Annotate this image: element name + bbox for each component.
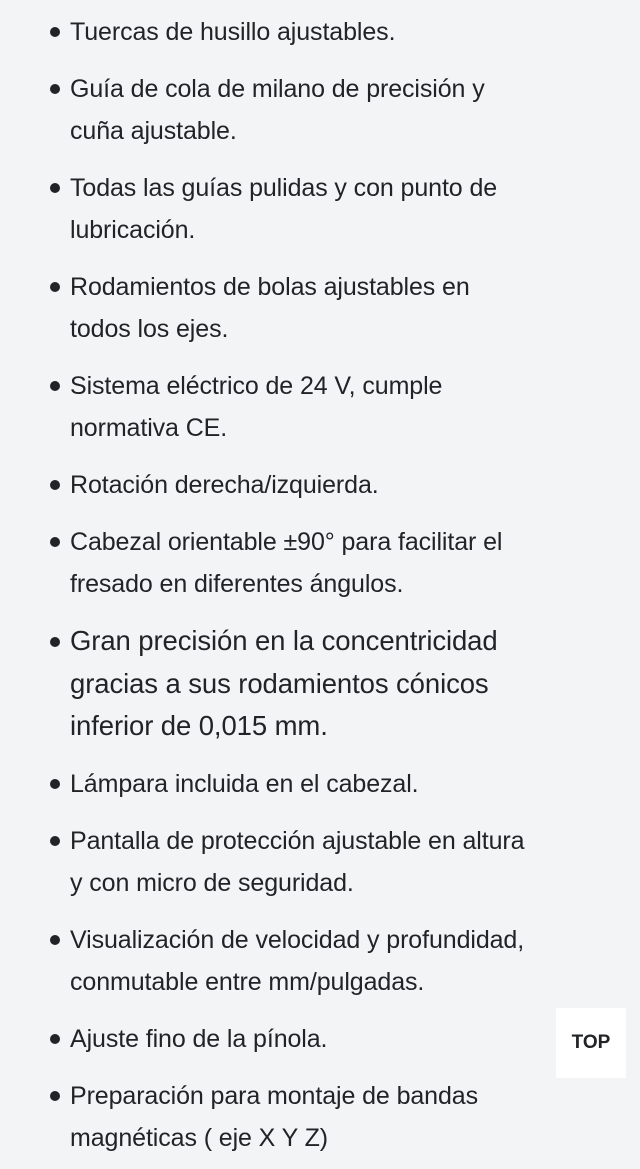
feature-text-line: cuña ajustable. [70, 117, 237, 145]
bullet-icon [50, 480, 60, 490]
feature-text-line: Guía de cola de milano de precisión y [70, 75, 485, 103]
scroll-to-top-button[interactable]: TOP [556, 1008, 626, 1078]
feature-text-line: todos los ejes. [70, 315, 229, 343]
bullet-icon [50, 836, 60, 846]
feature-item [0, 68, 640, 152]
bullet-icon [50, 381, 60, 391]
bullet-icon [50, 183, 60, 193]
feature-text-line: y con micro de seguridad. [70, 868, 354, 897]
feature-text-line: Lámpara incluida en el cabezal. [70, 769, 419, 798]
feature-text-line: inferior de 0,015 mm. [70, 710, 328, 741]
feature-text-line: Preparación para montaje de bandas [70, 1081, 478, 1110]
feature-text-line: Rodamientos de bolas ajustables en [70, 273, 470, 301]
feature-item [0, 763, 640, 805]
bullet-icon [50, 1034, 60, 1044]
feature-item [0, 11, 640, 53]
bullet-icon [50, 779, 60, 789]
feature-item [0, 620, 640, 748]
feature-text-line: conmutable entre mm/pulgadas. [70, 967, 425, 996]
feature-text-line: Ajuste fino de la pínola. [70, 1024, 328, 1053]
feature-item [0, 1018, 640, 1060]
feature-text-line: Visualización de velocidad y profundidad, [70, 925, 525, 954]
feature-text-line: magnéticas ( eje X Y Z) [70, 1123, 329, 1152]
feature-text-line: Todas las guías pulidas y con punto de [70, 174, 498, 202]
bullet-icon [50, 282, 60, 292]
feature-text-line: fresado en diferentes ángulos. [70, 570, 404, 598]
bullet-icon [50, 537, 60, 547]
feature-text-line: normativa CE. [70, 414, 228, 442]
bullet-icon [50, 935, 60, 945]
feature-text-line: Pantalla de protección ajustable en altura [70, 826, 525, 855]
bullet-icon [50, 84, 60, 94]
bullet-icon [50, 1091, 60, 1101]
bullet-icon [50, 637, 60, 647]
bullet-icon [50, 27, 60, 37]
feature-item [0, 464, 640, 506]
feature-item [0, 919, 640, 1003]
feature-text-line: Tuercas de husillo ajustables. [70, 18, 396, 46]
feature-text-line: lubricación. [70, 216, 196, 244]
feature-text-line: Sistema eléctrico de 24 V, cumple [70, 372, 443, 400]
feature-item [0, 820, 640, 904]
feature-text-line: Rotación derecha/izquierda. [70, 471, 379, 499]
feature-item [0, 1075, 640, 1159]
feature-item [0, 521, 640, 605]
feature-text-line: Gran precisión en la concentricidad [70, 625, 498, 656]
feature-item [0, 266, 640, 350]
feature-item [0, 167, 640, 251]
feature-text-line: gracias a sus rodamientos cónicos [70, 667, 489, 699]
feature-item [0, 365, 640, 449]
feature-text-line: Cabezal orientable ±90° para facilitar el [70, 528, 503, 556]
